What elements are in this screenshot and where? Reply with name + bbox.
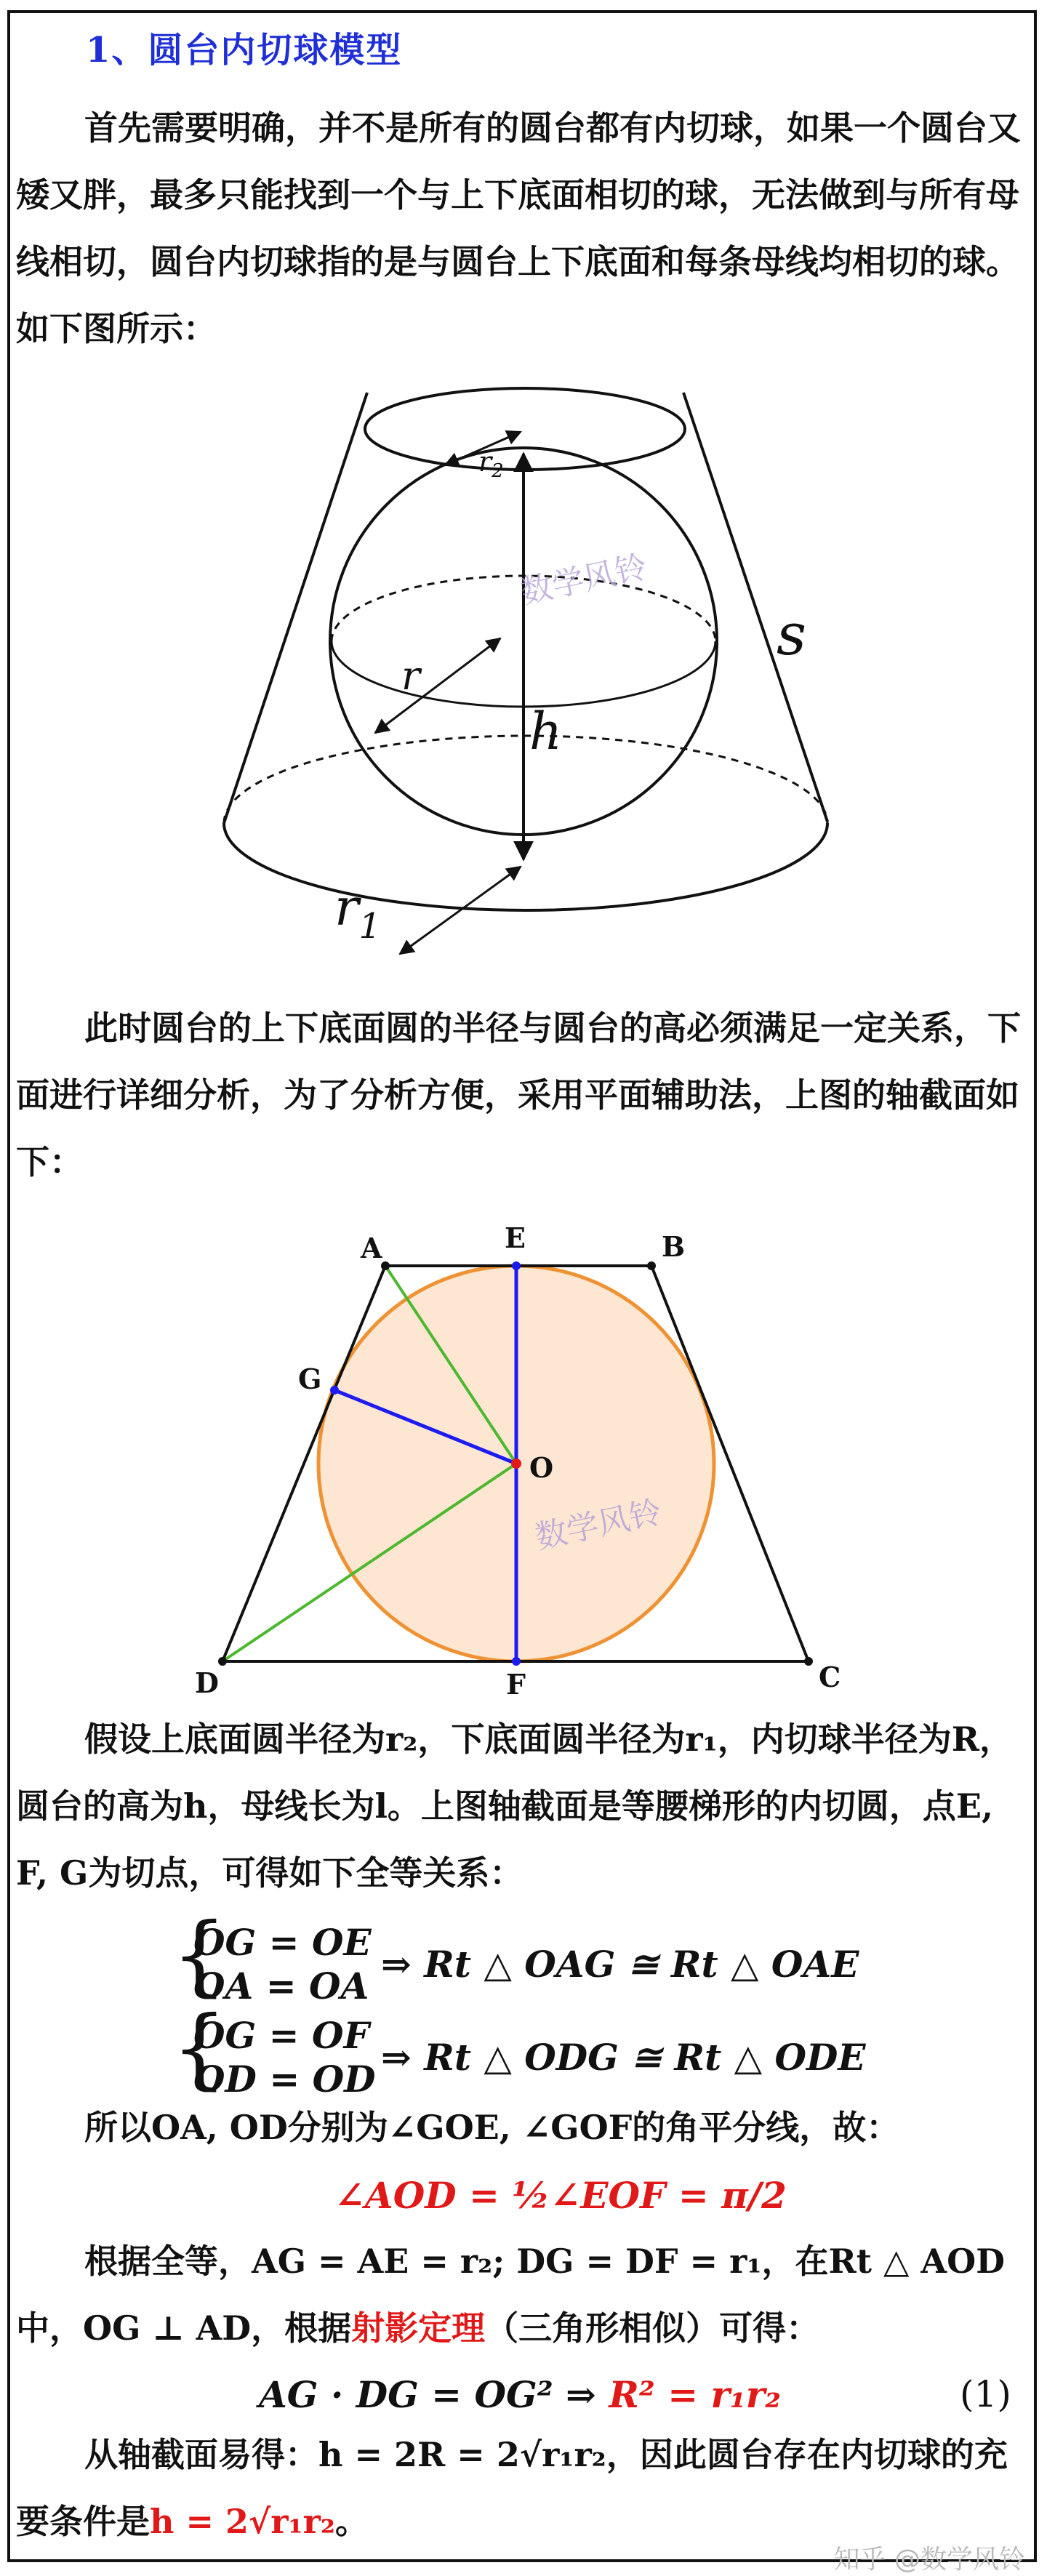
watermark-figure1: 数学风铃 [517, 548, 651, 611]
paragraph-projection-text-b: （三角形相似）可得： [485, 2308, 820, 2348]
paragraph-intro-text: 首先需要明确，并不是所有的圆台都有内切球，如果一个圆台又矮又胖，最多只能找到一个与上下底面相切的球，无法做到与所有母线相切，圆台内切球指的是与圆台上下底面和每条母线均相切的球。如下图所示： [16, 108, 1021, 348]
bottom-base-back [224, 736, 827, 823]
point-O [511, 1458, 521, 1469]
label-C: C [819, 1661, 841, 1693]
eq1-top: OG = OE [193, 1921, 372, 1964]
frustum-sphere-figure [204, 364, 843, 1003]
label-B: B [662, 1230, 686, 1263]
paragraph-analysis-text: 此时圆台的上下底面圆的半径与圆台的高必须满足一定关系，下面进行详细分析，为了分析方便，采用平面辅助法，上图的轴截面如下： [16, 1008, 1021, 1181]
paragraph-assumptions [16, 1706, 1028, 1906]
eq1-rhs: ⇒ Rt △ OAG ≅ Rt △ OAE [381, 1943, 859, 1986]
paragraph-assumptions-text: 假设上底面圆半径为r₂，下底面圆半径为r₁，内切球半径为R，圆台的高为h，母线长为l。上图轴截面是等腰梯形的内切圆，点E, F, G为切点，可得如下全等关系： [16, 1720, 1013, 1893]
watermark-figure2: 数学风铃 [531, 1493, 665, 1557]
projection-theorem-highlight: 射影定理 [351, 2308, 486, 2348]
label-s: s [777, 601, 807, 668]
eq-angle-AOD: ∠AOD = ½∠EOF = π/2 [334, 2174, 787, 2217]
paragraph-projection-text-a: 根据全等，AG = AE = r₂; DG = DF = r₁，在Rt △ AOD中，OG ⊥ AD，根据 [16, 2242, 1006, 2348]
paragraph-conclusion-text-b: 。 [335, 2502, 369, 2541]
axial-section-figure [189, 1221, 872, 1716]
bottom-base-front [224, 823, 827, 910]
point-C [804, 1657, 813, 1666]
eq-projection-result: R² = r₁r₂ [609, 2373, 782, 2416]
label-r: r [401, 653, 420, 699]
label-G: G [298, 1363, 322, 1395]
label-D: D [195, 1666, 219, 1699]
point-E [512, 1261, 521, 1270]
eq-number-1: (1) [960, 2373, 1011, 2415]
eq1-bottom: OA = OA [193, 1965, 369, 2007]
point-B [647, 1261, 656, 1270]
label-h: h [529, 702, 563, 761]
r-arrow [375, 638, 500, 733]
brace-1: { [172, 1905, 228, 2006]
label-r2: $r_2$ [478, 446, 504, 482]
point-G [330, 1386, 339, 1395]
label-r1: $r_1$ [334, 878, 382, 947]
paragraph-analysis [16, 995, 1028, 1195]
paragraph-bisectors [16, 2094, 1028, 2161]
paragraph-conclusion [16, 2421, 1028, 2555]
paragraph-projection [16, 2228, 1028, 2362]
point-F [512, 1657, 521, 1666]
point-A [381, 1261, 390, 1270]
paragraph-conclusion-text-a: 从轴截面易得：h = 2R = 2√r₁r₂，因此圆台存在内切球的充要条件是 [16, 2435, 1008, 2541]
eq2-top: OG = OF [193, 2014, 370, 2057]
brace-2: { [172, 1998, 228, 2099]
footer-watermark: 知乎 @数学风铃 [833, 2545, 1025, 2575]
eq-projection-lhs: AG · DG = OG² ⇒ [259, 2373, 609, 2416]
label-A: A [361, 1232, 382, 1264]
conclusion-condition-highlight: h = 2√r₁r₂ [150, 2502, 336, 2541]
paragraph-intro [16, 95, 1028, 362]
eq-projection [259, 2373, 781, 2416]
section-heading: 1、圆台内切球模型 [86, 30, 403, 71]
eq2-rhs: ⇒ Rt △ ODG ≅ Rt △ ODE [381, 2036, 866, 2079]
paragraph-bisectors-text: 所以OA, OD分别为∠GOE, ∠GOF的角平分线，故： [84, 2108, 900, 2147]
point-D [218, 1657, 227, 1666]
eq2-bottom: OD = OD [193, 2058, 376, 2100]
label-F: F [506, 1668, 526, 1701]
frustum-left-edge [224, 393, 367, 823]
label-E: E [505, 1221, 526, 1254]
label-O: O [529, 1451, 554, 1484]
